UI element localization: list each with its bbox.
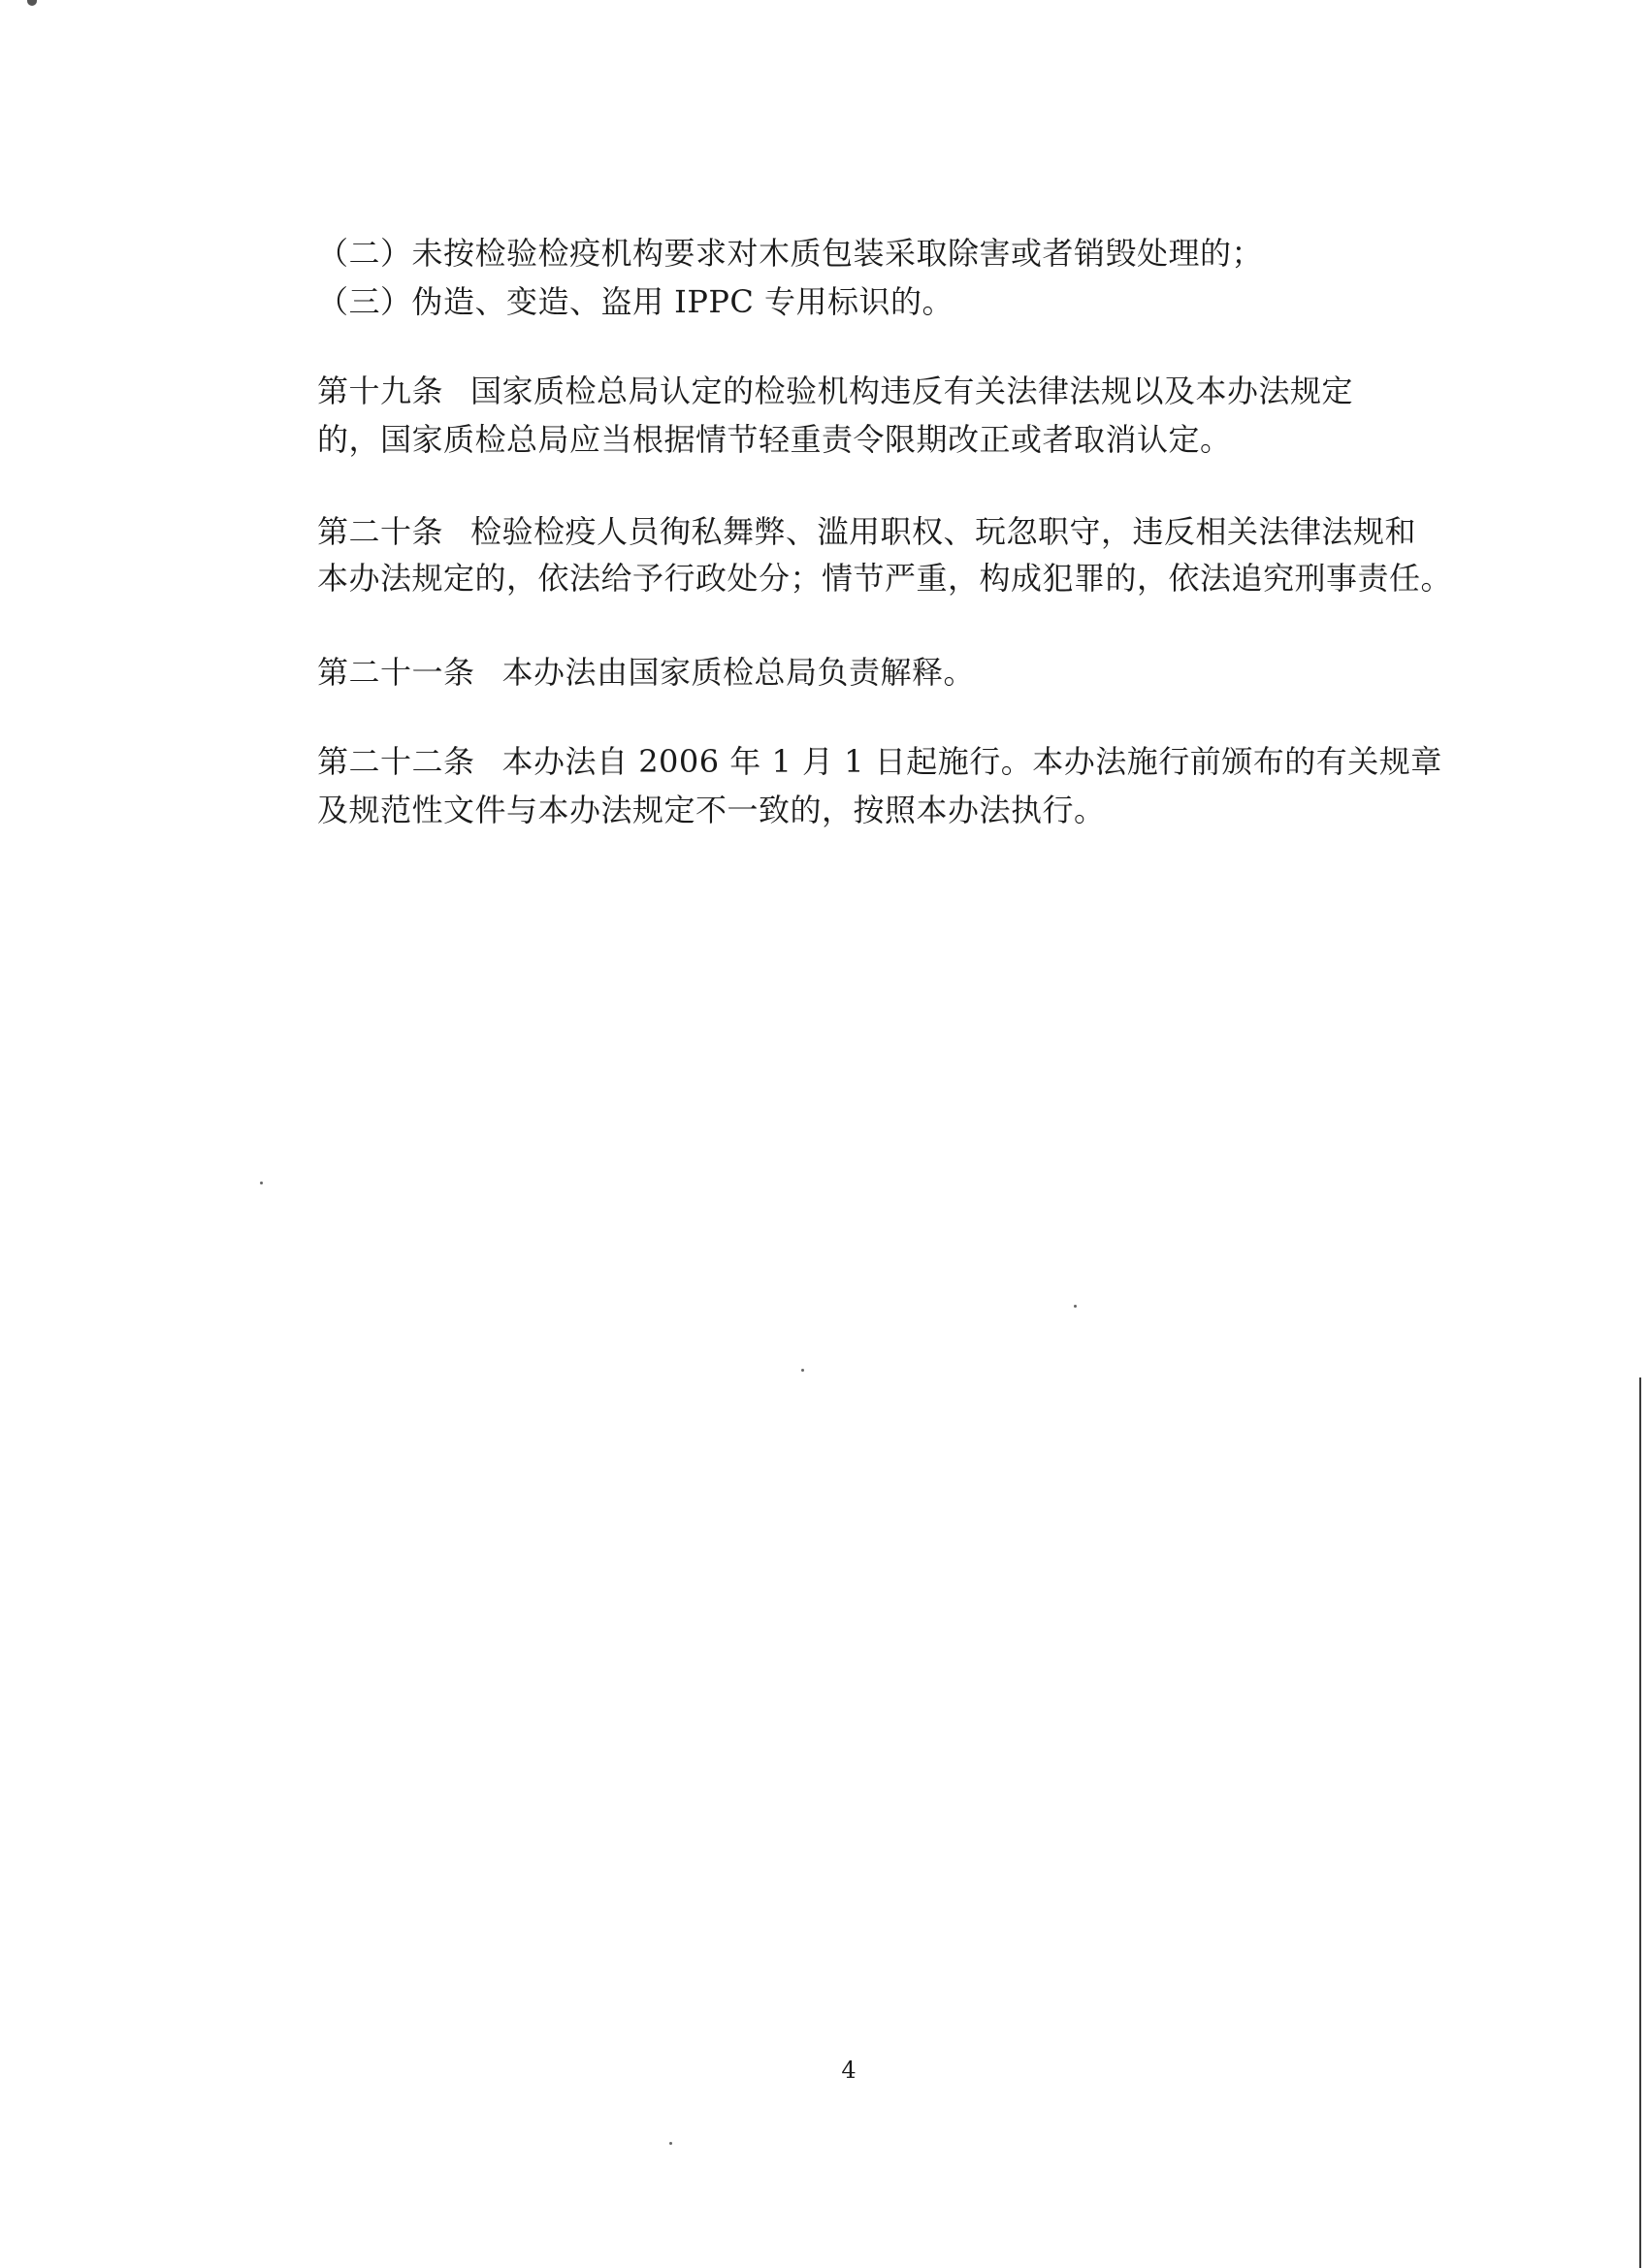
- article-21-text-1: 本办法由国家质检总局负责解释。: [501, 654, 976, 691]
- article-20-head: 第二十条: [317, 513, 444, 550]
- scan-edge-shadow: [1639, 1377, 1641, 2268]
- article-22-line-2: 及规范性文件与本办法规定不一致的，按照本办法执行。: [317, 792, 1106, 828]
- article-20-line-1: [317, 509, 1417, 554]
- page-number: 4: [841, 2057, 857, 2084]
- article-20-text-1: 检验检疫人员徇私舞弊、滥用职权、玩忽职守，违反相关法律法规和: [470, 513, 1417, 550]
- article-19-line-1: [317, 369, 1384, 413]
- item-line-3: （三）伪造、变造、盗用 IPPC 专用标识的。: [317, 283, 954, 320]
- article-21-line-1: [317, 650, 1384, 695]
- scan-speck: [260, 1182, 263, 1184]
- article-22-line-1: [317, 739, 1442, 784]
- item-line-2: （二）未按检验检疫机构要求对木质包装采取除害或者销毁处理的；: [317, 235, 1264, 272]
- article-20-line-2: 本办法规定的，依法给予行政处分；情节严重，构成犯罪的，依法追究刑事责任。: [317, 560, 1453, 597]
- article-21-head: 第二十一条: [317, 654, 475, 691]
- article-19-text-1: 国家质检总局认定的检验机构违反有关法律法规以及本办法规定: [470, 373, 1354, 409]
- scan-speck: [669, 2142, 672, 2145]
- scan-corner-mark: [27, 0, 37, 6]
- article-22-head: 第二十二条: [317, 743, 475, 780]
- scan-speck: [1074, 1305, 1077, 1308]
- article-19-line-2: 的，国家质检总局应当根据情节轻重责令限期改正或者取消认定。: [317, 421, 1232, 458]
- article-22-text-1: 本办法自 2006 年 1 月 1 日起施行。本办法施行前颁布的有关规章: [501, 743, 1442, 780]
- article-19-head: 第十九条: [317, 373, 444, 409]
- scan-speck: [801, 1369, 804, 1372]
